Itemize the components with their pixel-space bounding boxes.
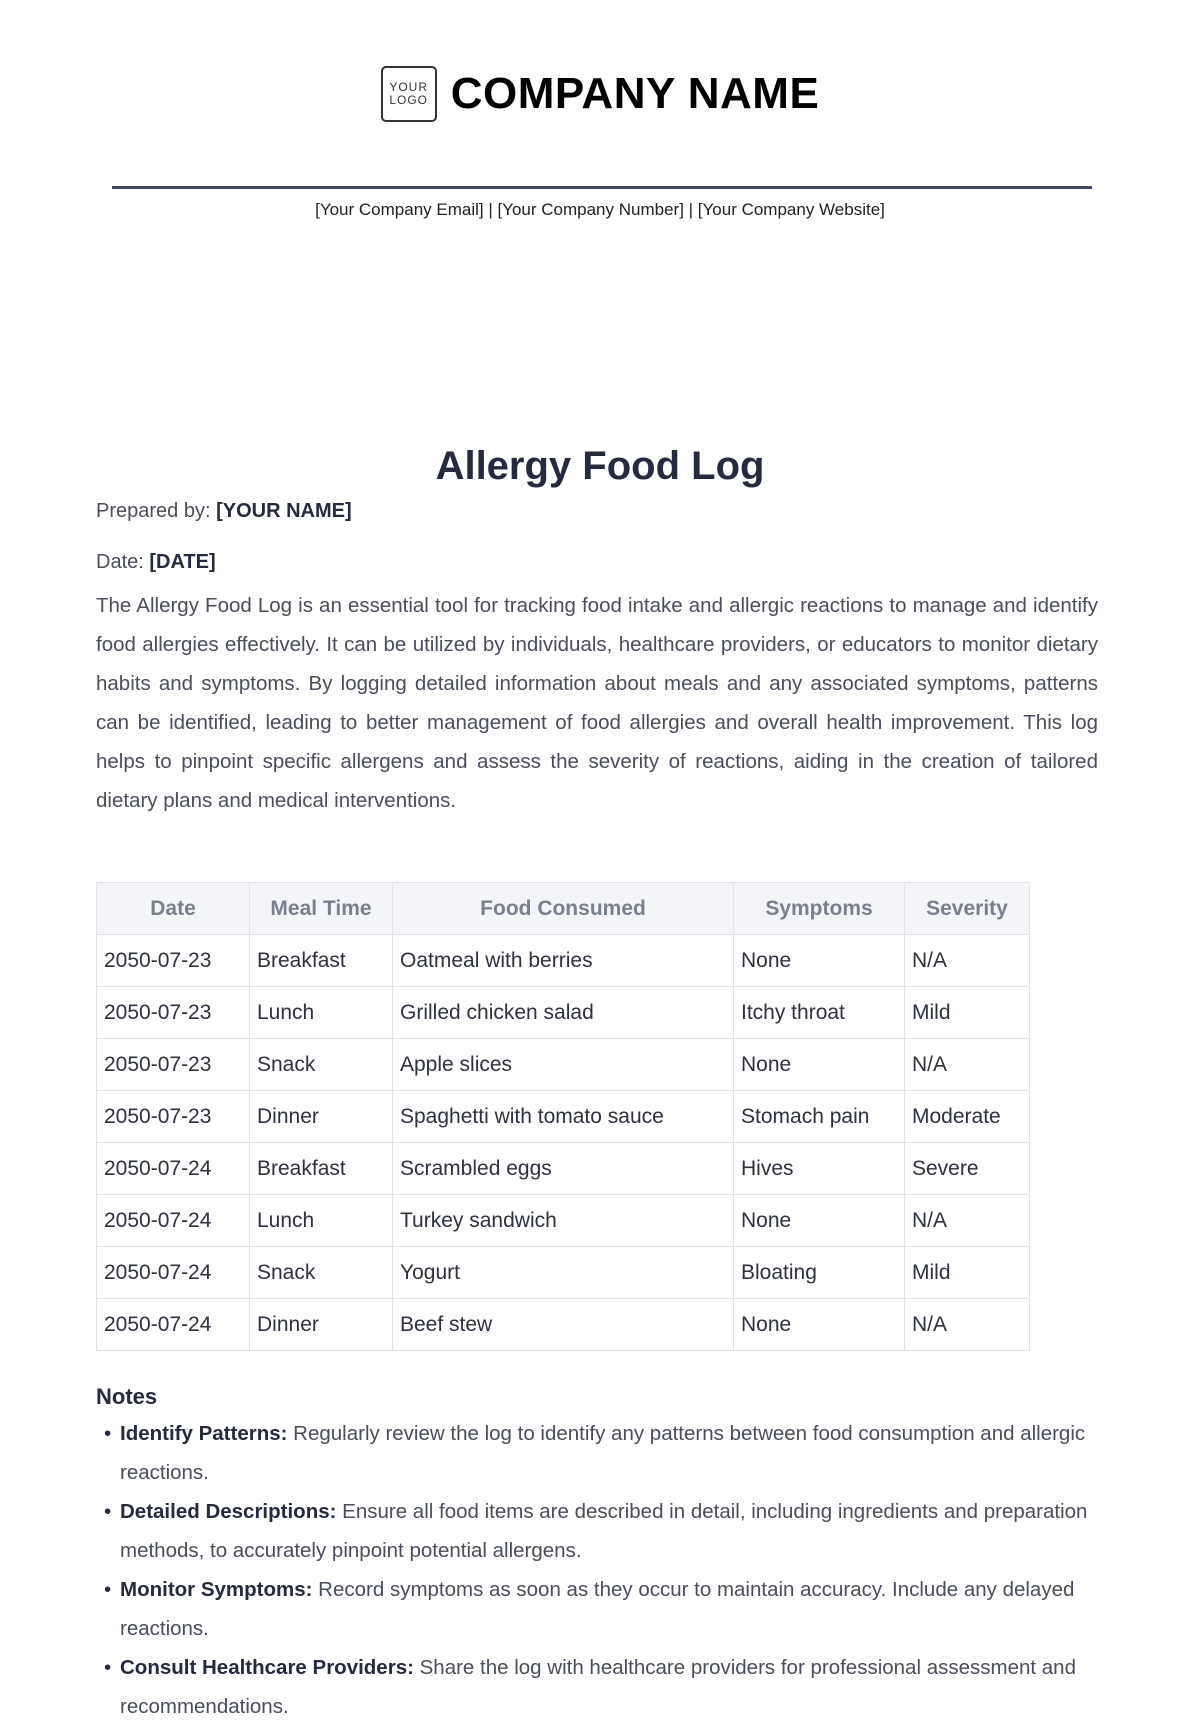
- note-label: Consult Healthcare Providers:: [120, 1656, 414, 1679]
- cell-date: 2050-07-23: [97, 987, 250, 1039]
- cell-food: Oatmeal with berries: [393, 935, 734, 987]
- cell-food: Yogurt: [393, 1247, 734, 1299]
- notes-heading: Notes: [96, 1384, 158, 1409]
- cell-meal-time: Lunch: [250, 987, 393, 1039]
- cell-meal-time: Snack: [250, 1247, 393, 1299]
- cell-food: Grilled chicken salad: [393, 987, 734, 1039]
- company-header: [0, 66, 1200, 122]
- note-text: Regularly review the log to identify any patterns between food consumption and allergic reactions.: [120, 1422, 1086, 1484]
- cell-severity: N/A: [905, 1195, 1030, 1247]
- note-text: Record symptoms as soon as they occur to maintain accuracy. Include any delayed reactions.: [120, 1578, 1075, 1640]
- cell-symptoms: None: [734, 1039, 905, 1091]
- cell-severity: Mild: [905, 987, 1030, 1039]
- cell-severity: N/A: [905, 1299, 1030, 1351]
- cell-severity: N/A: [905, 935, 1030, 987]
- cell-meal-time: Snack: [250, 1039, 393, 1091]
- cell-severity: Moderate: [905, 1091, 1030, 1143]
- cell-symptoms: Bloating: [734, 1247, 905, 1299]
- cell-severity: Severe: [905, 1143, 1030, 1195]
- logo-placeholder: [381, 66, 437, 122]
- header-food-consumed: Food Consumed: [393, 883, 734, 935]
- note-item: [96, 1570, 1096, 1648]
- table-row: [97, 1039, 1030, 1091]
- cell-symptoms: None: [734, 1299, 905, 1351]
- prepared-by: [96, 500, 352, 523]
- cell-symptoms: None: [734, 935, 905, 987]
- logo-line-1: YOUR: [389, 80, 429, 94]
- note-label: Identify Patterns:: [120, 1422, 288, 1445]
- table-row: [97, 1299, 1030, 1351]
- cell-meal-time: Dinner: [250, 1299, 393, 1351]
- header-divider: [112, 186, 1092, 189]
- table-row: [97, 1195, 1030, 1247]
- date-label: Date:: [96, 551, 144, 573]
- intro-paragraph: The Allergy Food Log is an essential tool for tracking food intake and allergic reactions to manage and identify food allergies effectively. It can be utilized by individuals, healthcare providers, or educators to monitor dietary habits and symptoms. By logging detailed information about meals and any associated symptoms, patterns can be identified, leading to better management of food allergies and overall health improvement. This log helps to pinpoint specific allergens and assess the severity of reactions, aiding in the creation of tailored dietary plans and medical interventions.: [96, 594, 1098, 812]
- logo-line-2: LOGO: [389, 93, 429, 107]
- date-value: [DATE]: [149, 551, 216, 573]
- table-row: [97, 1091, 1030, 1143]
- note-item: [96, 1648, 1096, 1726]
- note-text: Ensure all food items are described in detail, including ingredients and preparation methods, to accurately pinpoint potential allergens.: [120, 1500, 1088, 1562]
- cell-date: 2050-07-24: [97, 1195, 250, 1247]
- cell-food: Scrambled eggs: [393, 1143, 734, 1195]
- table-row: [97, 1247, 1030, 1299]
- header-date: Date: [97, 883, 250, 935]
- cell-food: Spaghetti with tomato sauce: [393, 1091, 734, 1143]
- header-severity: Severity: [905, 883, 1030, 935]
- note-text: Share the log with healthcare providers for professional assessment and recommendations.: [120, 1656, 1076, 1718]
- table-row: [97, 1143, 1030, 1195]
- cell-meal-time: Lunch: [250, 1195, 393, 1247]
- cell-symptoms: None: [734, 1195, 905, 1247]
- cell-symptoms: Itchy throat: [734, 987, 905, 1039]
- cell-date: 2050-07-24: [97, 1299, 250, 1351]
- table-row: [97, 987, 1030, 1039]
- header-meal-time: Meal Time: [250, 883, 393, 935]
- cell-date: 2050-07-23: [97, 1091, 250, 1143]
- note-label: Monitor Symptoms:: [120, 1578, 313, 1601]
- prepared-by-value: [YOUR NAME]: [216, 500, 352, 522]
- allergy-log-table: [96, 882, 1030, 1351]
- company-contact-line: [Your Company Email] | [Your Company Number] | [Your Company Website]: [315, 200, 885, 219]
- cell-severity: Mild: [905, 1247, 1030, 1299]
- cell-meal-time: Dinner: [250, 1091, 393, 1143]
- cell-food: Beef stew: [393, 1299, 734, 1351]
- document-date: [96, 551, 216, 574]
- company-name: COMPANY NAME: [450, 69, 820, 118]
- cell-severity: N/A: [905, 1039, 1030, 1091]
- note-item: [96, 1414, 1096, 1492]
- cell-meal-time: Breakfast: [250, 935, 393, 987]
- note-label: Detailed Descriptions:: [120, 1500, 337, 1523]
- prepared-by-label: Prepared by:: [96, 500, 211, 522]
- cell-date: 2050-07-24: [97, 1247, 250, 1299]
- cell-date: 2050-07-23: [97, 1039, 250, 1091]
- cell-symptoms: Stomach pain: [734, 1091, 905, 1143]
- cell-date: 2050-07-24: [97, 1143, 250, 1195]
- header-symptoms: Symptoms: [734, 883, 905, 935]
- note-item: [96, 1492, 1096, 1570]
- cell-date: 2050-07-23: [97, 935, 250, 987]
- cell-food: Turkey sandwich: [393, 1195, 734, 1247]
- table-row: [97, 935, 1030, 987]
- table-header-row: [97, 883, 1030, 935]
- cell-meal-time: Breakfast: [250, 1143, 393, 1195]
- notes-list: [96, 1414, 1096, 1726]
- document-title: Allergy Food Log: [435, 444, 765, 488]
- cell-symptoms: Hives: [734, 1143, 905, 1195]
- cell-food: Apple slices: [393, 1039, 734, 1091]
